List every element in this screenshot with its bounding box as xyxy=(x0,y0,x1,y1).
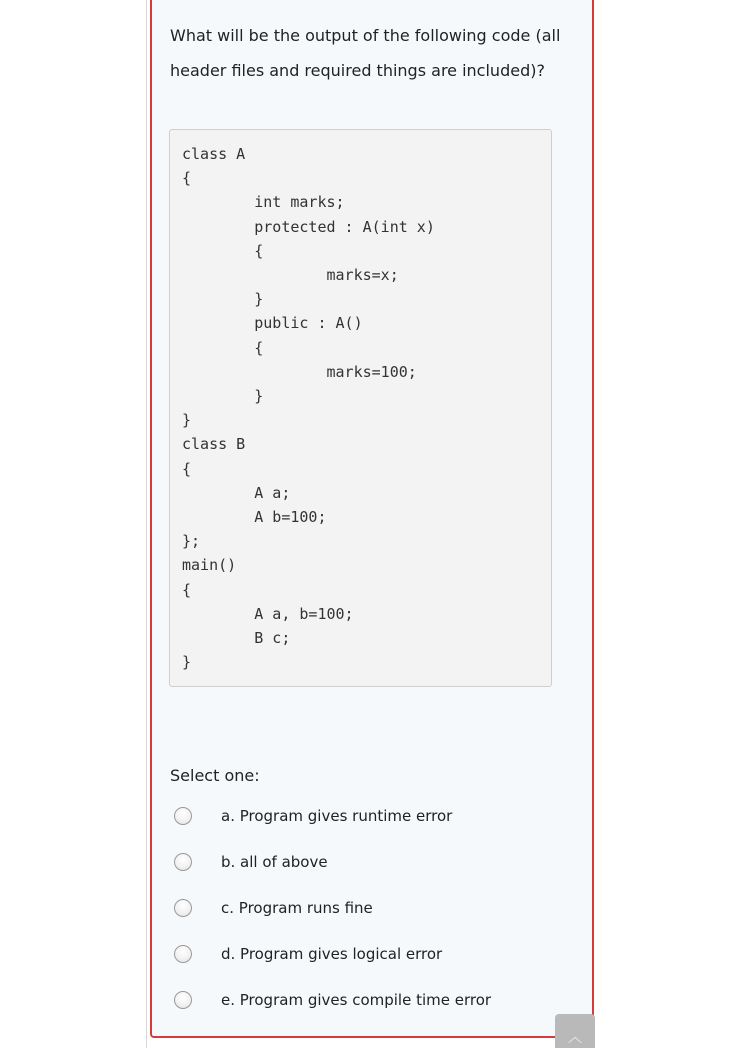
option-label[interactable]: a. Program gives runtime error xyxy=(221,807,453,825)
code-text: class A { int marks; protected : A(int x) { marks=x; } public : A() { marks=100; } } class B { A a; A b=100; }; main() { A a, b=100; B c; } xyxy=(182,145,435,672)
option-b[interactable] xyxy=(174,849,574,875)
option-a[interactable] xyxy=(174,803,574,829)
page-gutter-line xyxy=(146,0,147,1048)
option-e[interactable] xyxy=(174,987,574,1013)
radio-button[interactable] xyxy=(174,853,192,871)
radio-button[interactable] xyxy=(174,945,192,963)
option-label[interactable]: e. Program gives compile time error xyxy=(221,991,492,1009)
radio-button[interactable] xyxy=(174,991,192,1009)
scroll-to-top-button[interactable] xyxy=(555,1014,595,1048)
chevron-up-icon: ︿ xyxy=(568,1030,582,1046)
option-label[interactable]: d. Program gives logical error xyxy=(221,945,443,963)
radio-button[interactable] xyxy=(174,899,192,917)
code-block xyxy=(169,129,552,687)
option-d[interactable] xyxy=(174,941,574,967)
question-card xyxy=(150,0,594,1038)
option-c[interactable] xyxy=(174,895,574,921)
select-one-label: Select one: xyxy=(170,766,260,785)
option-label[interactable]: b. all of above xyxy=(221,853,328,871)
radio-button[interactable] xyxy=(174,807,192,825)
option-label[interactable]: c. Program runs fine xyxy=(221,899,373,917)
question-text: What will be the output of the following code (all header files and required things are included)? xyxy=(170,26,561,80)
